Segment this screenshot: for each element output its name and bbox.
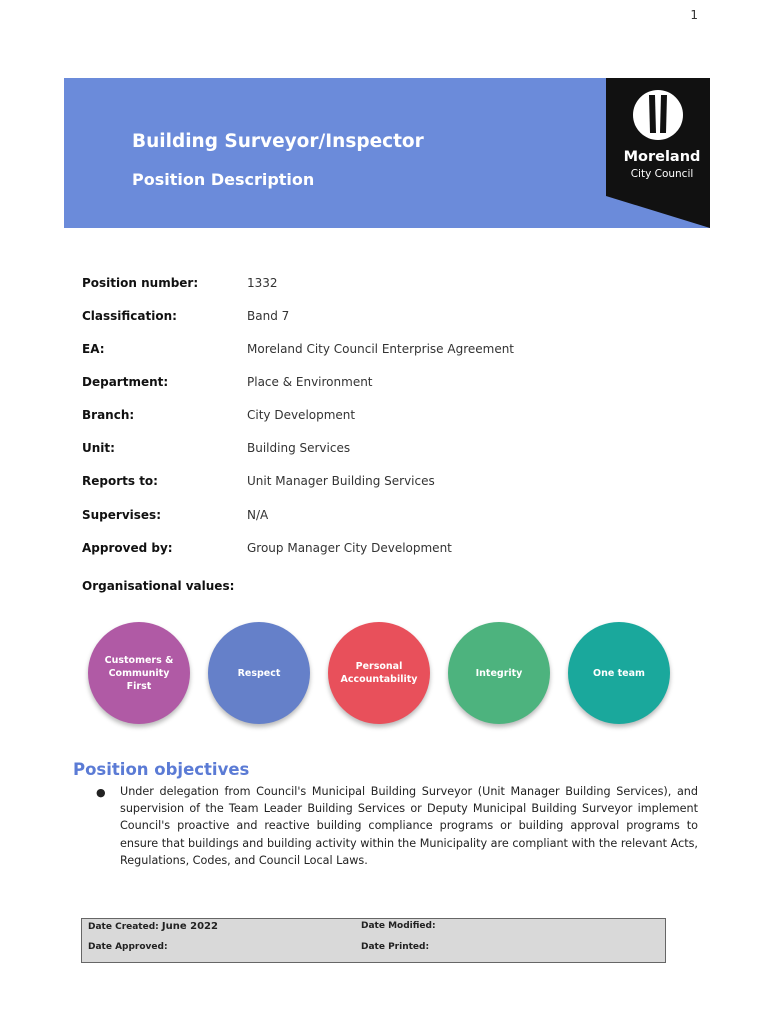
detail-value: Moreland City Council Enterprise Agreement	[247, 342, 515, 356]
values-heading: Organisational values:	[82, 579, 235, 593]
date-modified-label: Date Modified:	[361, 921, 436, 931]
detail-value: Place & Environment	[247, 375, 373, 389]
detail-value: Unit Manager Building Services	[247, 474, 435, 488]
detail-value: Group Manager City Development	[247, 541, 452, 555]
council-logo	[606, 78, 710, 228]
value-circle	[328, 622, 430, 724]
detail-value: Building Services	[247, 441, 351, 455]
detail-label: Reports to:	[82, 474, 158, 488]
document-title: Building Surveyor/Inspector	[132, 131, 424, 152]
date-approved-label: Date Approved:	[88, 942, 168, 952]
page-number: 1	[690, 8, 698, 22]
detail-label: Classification:	[82, 309, 177, 323]
value-circle	[88, 622, 190, 724]
header-banner	[64, 78, 710, 228]
detail-label: Department:	[82, 375, 169, 389]
logo-name: Moreland	[623, 149, 701, 165]
value-circle	[448, 622, 550, 724]
document-control-table	[81, 918, 666, 963]
value-label: Respect	[237, 667, 281, 679]
date-created-label: Date Created:	[88, 922, 159, 932]
value-circle	[208, 622, 310, 724]
date-created-value: June 2022	[161, 921, 218, 932]
date-printed-label: Date Printed:	[361, 942, 430, 952]
detail-value: 1332	[247, 276, 278, 290]
value-label: Personal Accountability	[340, 661, 418, 685]
objective-text: Under delegation from Council's Municipal Building Surveyor (Unit Manager Building Services), and supervision of the Team Leader Building Services or Deputy Municipal Building Surveyor implement Council's proactive and reactive building compliance programs or building approval programs to ensure that buildings and building activity within the Municipality are compliant with the relevant Acts, Regulations, Codes, and Council Local Laws.	[120, 785, 698, 867]
detail-label: EA:	[82, 342, 105, 356]
value-label: Customers & Community First	[104, 654, 174, 692]
document-subtitle: Position Description	[132, 170, 315, 189]
detail-label: Unit:	[82, 441, 115, 455]
date-created	[88, 921, 218, 932]
detail-label: Approved by:	[82, 541, 173, 555]
bullet-icon: ●	[96, 786, 106, 799]
detail-label: Supervises:	[82, 508, 161, 522]
detail-label: Branch:	[82, 408, 135, 422]
logo-subtitle: City Council	[630, 168, 694, 180]
detail-value: Band 7	[247, 309, 290, 323]
value-label: Integrity	[475, 667, 523, 679]
detail-value: City Development	[247, 408, 356, 422]
detail-value: N/A	[247, 508, 269, 522]
value-circle	[568, 622, 670, 724]
value-label: One team	[593, 667, 645, 679]
objectives-heading: Position objectives	[73, 760, 250, 779]
detail-label: Position number:	[82, 276, 199, 290]
